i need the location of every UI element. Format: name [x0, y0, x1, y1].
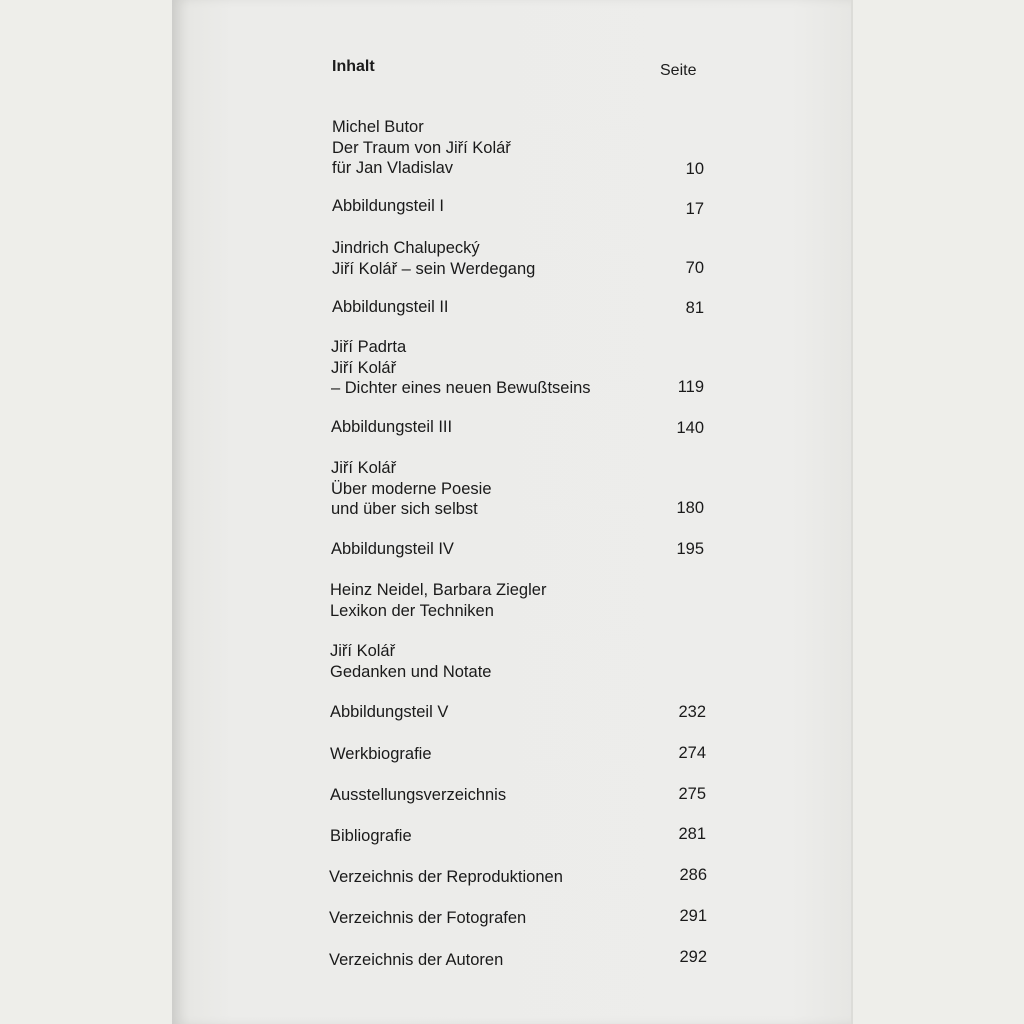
toc-page-number: 17	[685, 200, 704, 218]
toc-page-number: 10	[685, 160, 704, 178]
toc-entry-line: Abbildungsteil IV	[331, 540, 454, 558]
toc-page-number: 275	[678, 785, 706, 803]
toc-entry-line: Abbildungsteil II	[332, 298, 449, 316]
toc-entry	[332, 297, 449, 318]
toc-entry	[330, 641, 491, 682]
toc-page-number: 81	[685, 299, 704, 317]
toc-entry-line: Abbildungsteil V	[330, 703, 449, 721]
toc-page-number: 286	[679, 866, 707, 884]
toc-entry-line: Ausstellungsverzeichnis	[330, 786, 507, 804]
toc-entry-line: Werkbiografie	[330, 745, 432, 763]
toc-title: Inhalt	[332, 58, 375, 75]
toc-entry	[332, 238, 535, 279]
toc-entry	[331, 337, 591, 399]
toc-entry-line: Jiří Padrta	[331, 338, 407, 356]
toc-entry	[331, 539, 454, 560]
toc-entry	[330, 785, 506, 806]
toc-entry-line: Verzeichnis der Autoren	[329, 951, 504, 969]
toc-entry-line: Bibliografie	[330, 827, 412, 845]
toc-entry-line: für Jan Vladislav	[332, 159, 454, 177]
toc-entry-line: Verzeichnis der Fotografen	[329, 909, 527, 927]
toc-entry	[330, 826, 412, 847]
toc-entry-line: Abbildungsteil III	[331, 418, 453, 436]
toc-page-number: 119	[677, 378, 704, 396]
toc-entry-line: Heinz Neidel, Barbara Ziegler	[330, 581, 547, 599]
toc-page-number: 274	[678, 744, 706, 762]
toc-page-number: 232	[678, 703, 706, 721]
toc-entry	[330, 702, 448, 723]
toc-entry	[330, 580, 546, 621]
toc-entry	[331, 458, 492, 520]
toc-entry	[329, 908, 526, 929]
toc-entry-line: Michel Butor	[332, 118, 424, 136]
toc-entry	[331, 417, 452, 438]
toc-entry-line: Jiří Kolář	[331, 358, 397, 377]
toc-entry-line: Lexikon der Techniken	[330, 601, 494, 620]
toc-entry-line: Jiří Kolář	[331, 459, 397, 477]
toc-page-number: 180	[676, 499, 704, 517]
toc-entry	[329, 867, 563, 888]
toc-page-number: 292	[679, 948, 707, 966]
toc-entry	[329, 950, 503, 971]
page-column-header: Seite	[660, 62, 697, 79]
toc-entry-line: und über sich selbst	[331, 500, 478, 518]
toc-page-number: 70	[685, 259, 704, 277]
toc-entry-line: Der Traum von Jiří Kolář	[332, 138, 511, 157]
toc-entry-line: Jindrich Chalupecký	[332, 239, 480, 257]
toc-entry-line: Verzeichnis der Reproduktionen	[329, 868, 563, 886]
toc-entry	[332, 117, 511, 179]
toc-page-number: 291	[679, 907, 707, 925]
toc-page-number: 140	[676, 419, 704, 437]
toc-entry	[330, 744, 432, 765]
toc-page-number: 281	[678, 825, 706, 843]
toc-entry-line: – Dichter eines neuen Bewußtseins	[331, 379, 591, 397]
toc-entry-line: Gedanken und Notate	[330, 662, 492, 681]
toc-entry-line: Abbildungsteil I	[332, 197, 444, 215]
toc-entry-line: Über moderne Poesie	[331, 479, 492, 498]
toc-entry-line: Jiří Kolář	[330, 642, 396, 660]
toc-entry-line: Jiří Kolář – sein Werdegang	[332, 259, 536, 278]
toc-page-number: 195	[676, 540, 704, 558]
toc-entry	[332, 196, 444, 217]
